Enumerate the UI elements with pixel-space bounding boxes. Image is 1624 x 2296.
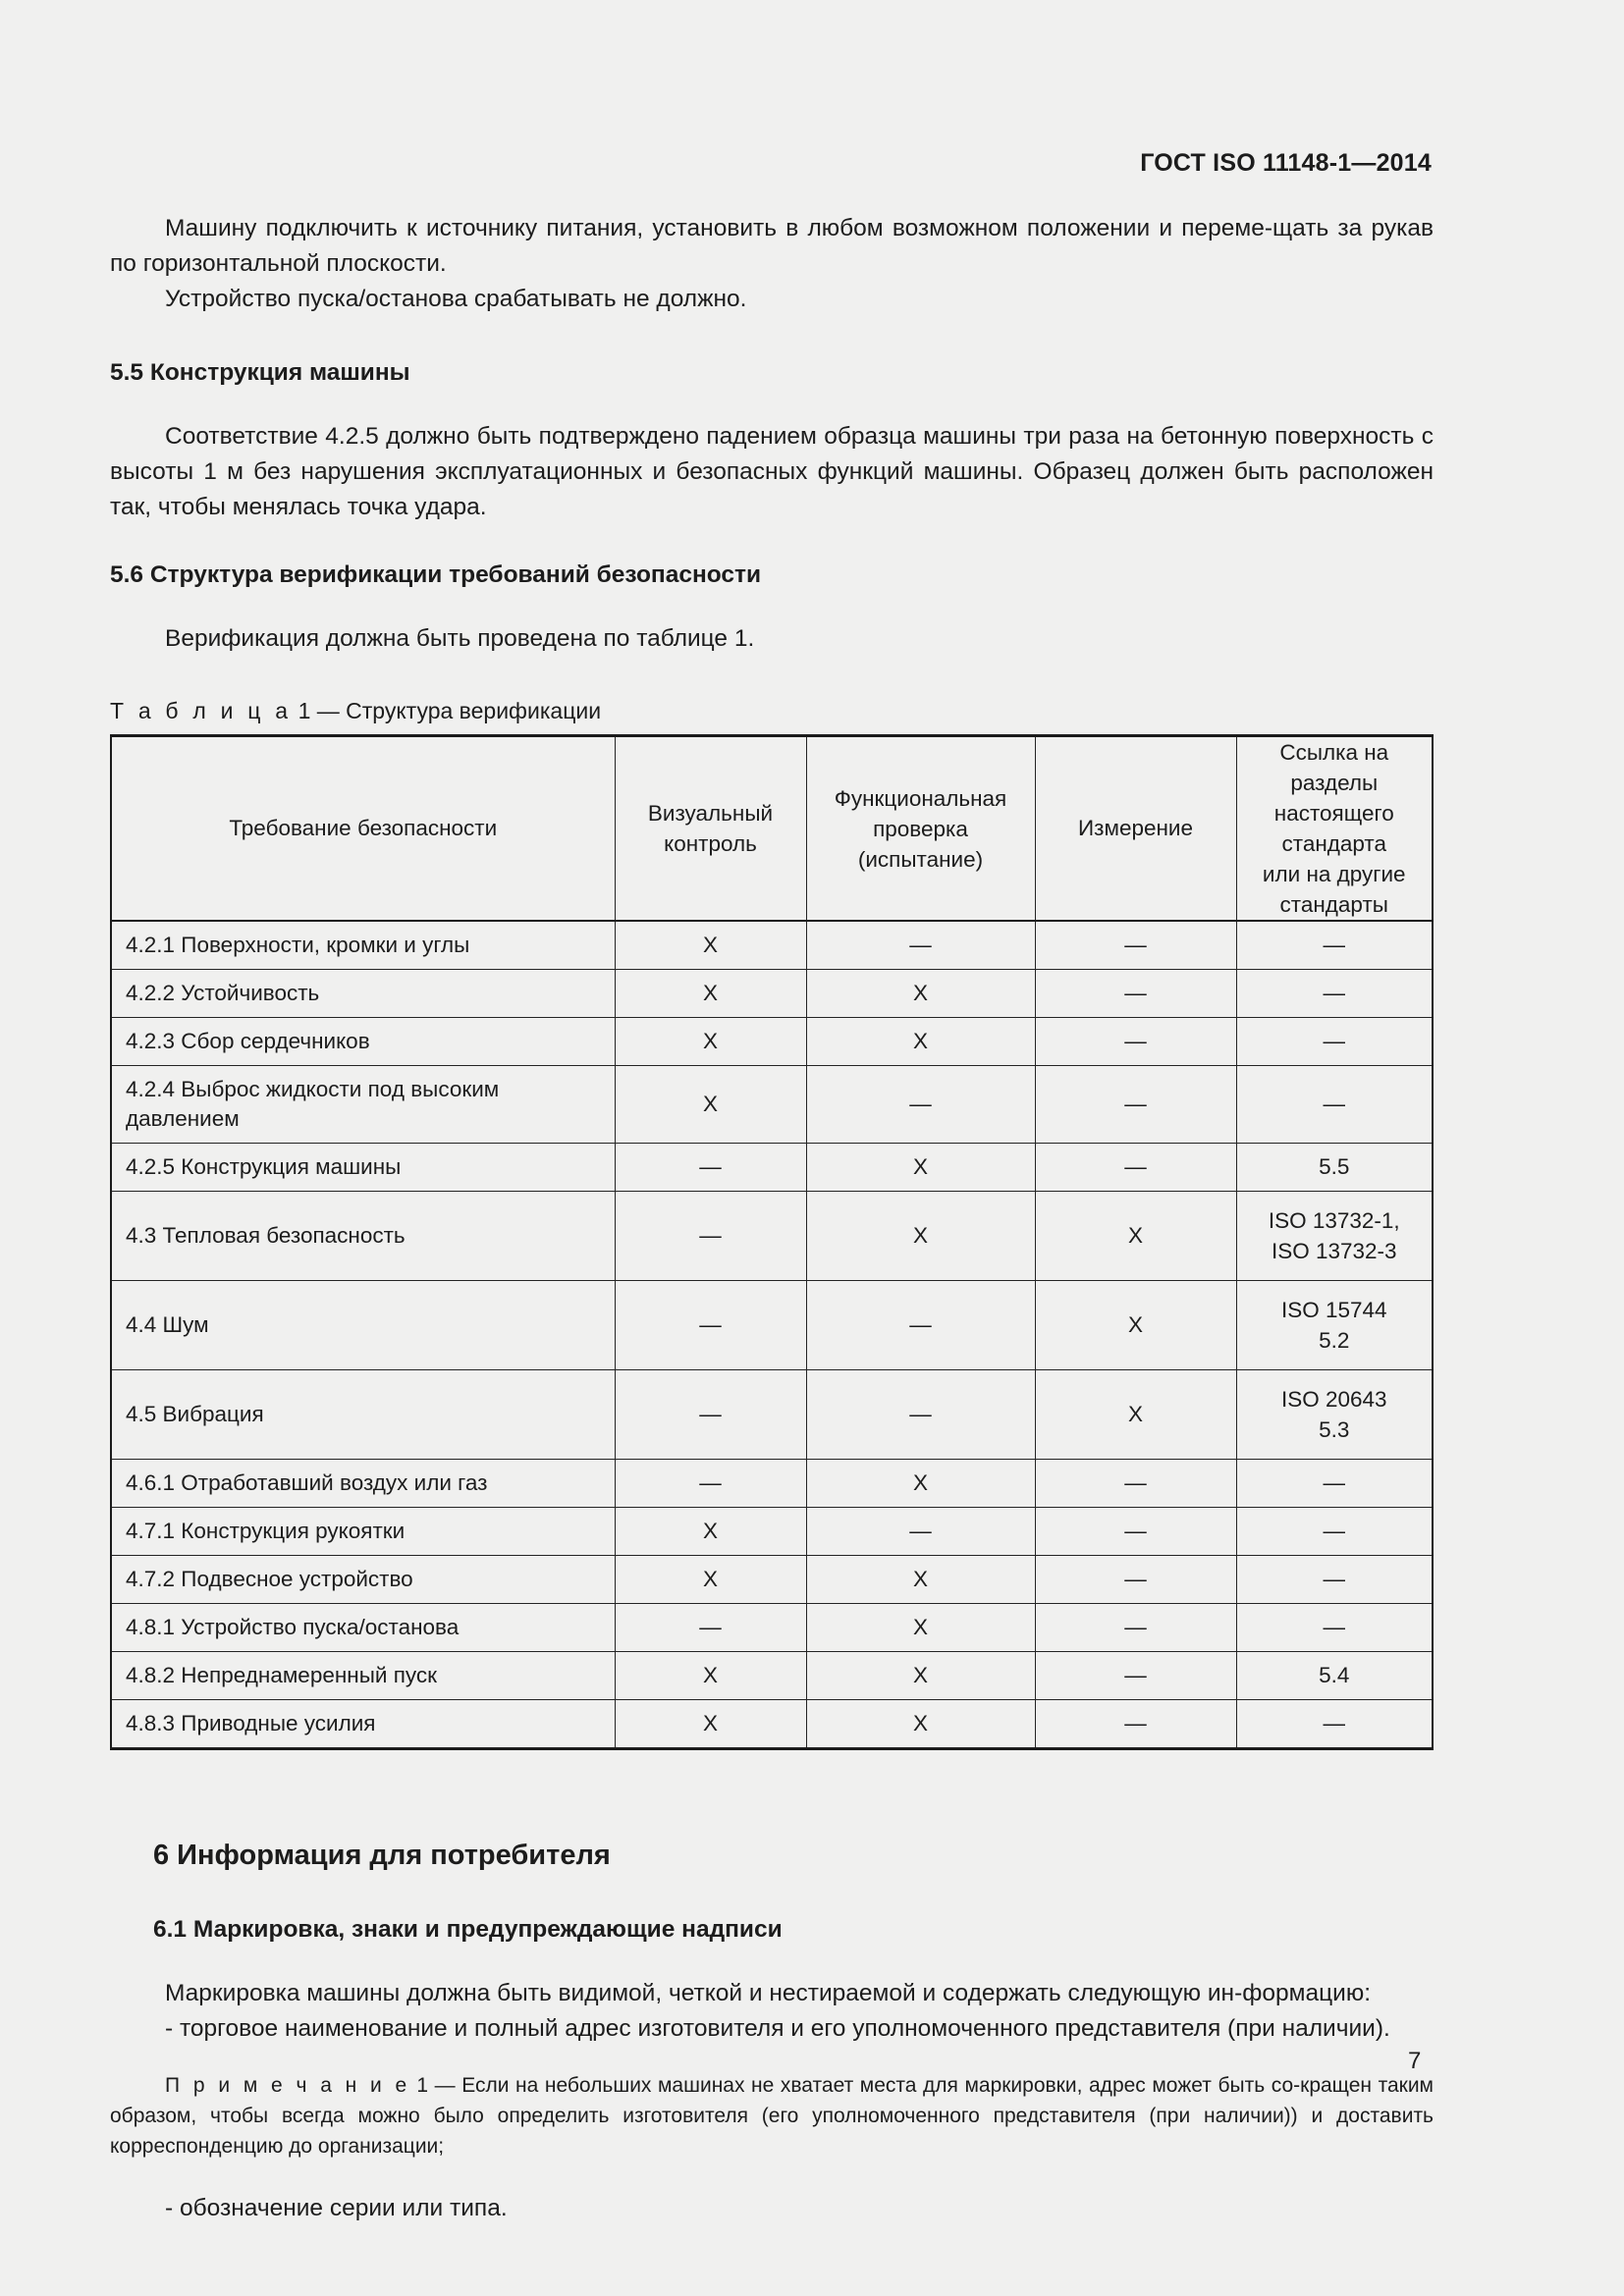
reference-line: ISO 13732-3	[1271, 1239, 1397, 1263]
cell-visual: —	[615, 1604, 806, 1652]
paragraph-5-5-text: Соответствие 4.2.5 должно быть подтверждено падением образца машины три раза на бетонную поверхность с высоты 1 м без нарушения эксплуатационных и безопасных функций машины. Образец должен быть расположен так, чтобы менялась точка удара.	[110, 423, 1434, 520]
cell-measurement: X	[1035, 1370, 1236, 1460]
cell-requirement: 4.6.1 Отработавший воздух или газ	[111, 1460, 615, 1508]
table-header-requirement	[111, 736, 615, 922]
cell-reference: —	[1236, 1018, 1433, 1066]
table-row	[111, 1370, 1433, 1460]
cell-requirement: 4.2.5 Конструкция машины	[111, 1144, 615, 1192]
note-1	[110, 2070, 1434, 2162]
reference-line: ISO 20643	[1280, 1387, 1387, 1412]
cell-reference: —	[1236, 1604, 1433, 1652]
document-header-standard-number: ГОСТ ISO 11148-1—2014	[1140, 149, 1432, 177]
cell-measurement: —	[1035, 1066, 1236, 1144]
cell-measurement: —	[1035, 1604, 1236, 1652]
cell-reference: —	[1236, 1556, 1433, 1604]
cell-measurement: —	[1035, 1018, 1236, 1066]
cell-visual: X	[615, 921, 806, 970]
cell-requirement: 4.7.2 Подвесное устройство	[111, 1556, 615, 1604]
table-row	[111, 1018, 1433, 1066]
cell-requirement: 4.2.1 Поверхности, кромки и углы	[111, 921, 615, 970]
cell-visual: —	[615, 1370, 806, 1460]
list-item-trade-name: - торговое наименование и полный адрес изготовителя и его уполномоченного представителя (при наличии).	[165, 2015, 1390, 2042]
cell-functional: X	[806, 1192, 1035, 1281]
cell-visual: X	[615, 1556, 806, 1604]
note-body: 1 — Если на небольших машинах не хватает места для маркировки, адрес может быть со-кращен таким образом, чтобы всегда можно было определить изготовителя (его уполномоченного представителя (при наличии)) и доставить корреспонденцию до организации;	[110, 2074, 1434, 2158]
cell-reference	[1236, 1370, 1433, 1460]
cell-visual: —	[615, 1144, 806, 1192]
list-item-series-designation: - обозначение серии или типа.	[165, 2195, 508, 2221]
cell-requirement: 4.7.1 Конструкция рукоятки	[111, 1508, 615, 1556]
document-content	[110, 211, 1434, 2226]
cell-reference: 5.4	[1236, 1652, 1433, 1700]
cell-measurement: X	[1035, 1281, 1236, 1370]
table-row	[111, 1700, 1433, 1749]
cell-measurement: —	[1035, 1556, 1236, 1604]
cell-reference: —	[1236, 970, 1433, 1018]
header-line: Функциональная	[834, 785, 1007, 811]
table-header-requirement-label: Требование безопасности	[229, 816, 498, 840]
cell-visual: X	[615, 1018, 806, 1066]
paragraph-start-stop-device: Устройство пуска/останова срабатывать не должно.	[165, 286, 747, 312]
table-row	[111, 970, 1433, 1018]
heading-6-1: 6.1 Маркировка, знаки и предупреждающие надписи	[153, 1916, 783, 1943]
table-row	[111, 1460, 1433, 1508]
cell-visual: —	[615, 1281, 806, 1370]
cell-requirement: 4.2.4 Выброс жидкости под высоким давлением	[111, 1066, 615, 1144]
table-row	[111, 1281, 1433, 1370]
header-line: Ссылка на разделы	[1279, 740, 1389, 795]
table-row	[111, 1604, 1433, 1652]
table-caption-rest: 1 — Структура верификации	[292, 698, 602, 723]
cell-measurement: —	[1035, 1460, 1236, 1508]
table-row	[111, 1556, 1433, 1604]
cell-measurement: —	[1035, 1144, 1236, 1192]
table-row	[111, 1066, 1433, 1144]
reference-line: ISO 13732-1,	[1268, 1208, 1400, 1233]
table-caption	[110, 696, 1434, 725]
paragraph-5-6-text: Верификация должна быть проведена по таблице 1.	[165, 625, 755, 652]
cell-visual: X	[615, 1508, 806, 1556]
reference-line: 5.3	[1319, 1417, 1350, 1442]
header-line: стандарты	[1279, 892, 1388, 917]
heading-5-5: 5.5 Конструкция машины	[110, 359, 410, 386]
cell-functional: X	[806, 970, 1035, 1018]
header-line: проверка	[873, 816, 968, 841]
cell-reference: —	[1236, 1508, 1433, 1556]
header-line: контроль	[664, 831, 757, 856]
cell-reference	[1236, 1192, 1433, 1281]
cell-visual: X	[615, 1700, 806, 1749]
table-head	[111, 736, 1433, 922]
note-label: П р и м е ч а н и е	[165, 2074, 410, 2097]
table-row	[111, 1508, 1433, 1556]
cell-visual: —	[615, 1192, 806, 1281]
cell-requirement: 4.2.3 Сбор сердечников	[111, 1018, 615, 1066]
paragraph-marking-requirements: Маркировка машины должна быть видимой, четкой и нестираемой и содержать следующую ин-формацию:	[165, 1980, 1372, 2006]
header-line: настоящего стандарта	[1273, 801, 1394, 856]
heading-section-6: 6 Информация для потребителя	[153, 1840, 611, 1871]
cell-functional: X	[806, 1144, 1035, 1192]
page-number: 7	[1408, 2048, 1422, 2074]
table-row	[111, 1192, 1433, 1281]
table-row	[111, 1652, 1433, 1700]
header-line: (испытание)	[857, 846, 984, 872]
cell-visual: X	[615, 1652, 806, 1700]
reference-line: ISO 15744	[1280, 1298, 1387, 1322]
cell-reference: —	[1236, 1460, 1433, 1508]
header-line: Измерение	[1077, 816, 1193, 840]
heading-5-6: 5.6 Структура верификации требований безопасности	[110, 561, 762, 588]
table-row	[111, 921, 1433, 970]
cell-reference: —	[1236, 1066, 1433, 1144]
cell-functional: X	[806, 1604, 1035, 1652]
cell-requirement: 4.8.2 Непреднамеренный пуск	[111, 1652, 615, 1700]
cell-measurement: —	[1035, 1508, 1236, 1556]
cell-visual: X	[615, 970, 806, 1018]
cell-functional: X	[806, 1652, 1035, 1700]
cell-functional: —	[806, 1508, 1035, 1556]
paragraph-connect-machine: Машину подключить к источнику питания, установить в любом возможном положении и переме-щать за рукав по горизонтальной плоскости.	[110, 215, 1434, 277]
cell-measurement: —	[1035, 1700, 1236, 1749]
cell-visual: —	[615, 1460, 806, 1508]
reference-line: 5.2	[1319, 1328, 1350, 1353]
cell-functional: —	[806, 1281, 1035, 1370]
cell-reference: —	[1236, 921, 1433, 970]
cell-functional: X	[806, 1460, 1035, 1508]
cell-functional: —	[806, 921, 1035, 970]
table-body	[111, 921, 1433, 1749]
table-row	[111, 1144, 1433, 1192]
table-header-reference	[1236, 736, 1433, 922]
cell-requirement: 4.5 Вибрация	[111, 1370, 615, 1460]
cell-measurement: —	[1035, 921, 1236, 970]
cell-measurement: X	[1035, 1192, 1236, 1281]
table-header-visual-control	[615, 736, 806, 922]
cell-functional: —	[806, 1066, 1035, 1144]
verification-structure-table	[110, 734, 1434, 1750]
cell-functional: X	[806, 1018, 1035, 1066]
cell-functional: X	[806, 1700, 1035, 1749]
header-line: или на другие	[1262, 862, 1406, 886]
table-caption-label: Т а б л и ц а	[110, 698, 293, 723]
header-line: Визуальный	[647, 801, 774, 826]
cell-visual: X	[615, 1066, 806, 1144]
cell-measurement: —	[1035, 1652, 1236, 1700]
cell-requirement: 4.2.2 Устойчивость	[111, 970, 615, 1018]
table-header-row	[111, 736, 1433, 922]
cell-functional: —	[806, 1370, 1035, 1460]
cell-reference: 5.5	[1236, 1144, 1433, 1192]
table-header-measurement	[1035, 736, 1236, 922]
cell-functional: X	[806, 1556, 1035, 1604]
cell-requirement: 4.3 Тепловая безопасность	[111, 1192, 615, 1281]
cell-requirement: 4.4 Шум	[111, 1281, 615, 1370]
cell-measurement: —	[1035, 970, 1236, 1018]
cell-reference	[1236, 1281, 1433, 1370]
cell-requirement: 4.8.1 Устройство пуска/останова	[111, 1604, 615, 1652]
table-header-functional-check	[806, 736, 1035, 922]
cell-reference: —	[1236, 1700, 1433, 1749]
cell-requirement: 4.8.3 Приводные усилия	[111, 1700, 615, 1749]
